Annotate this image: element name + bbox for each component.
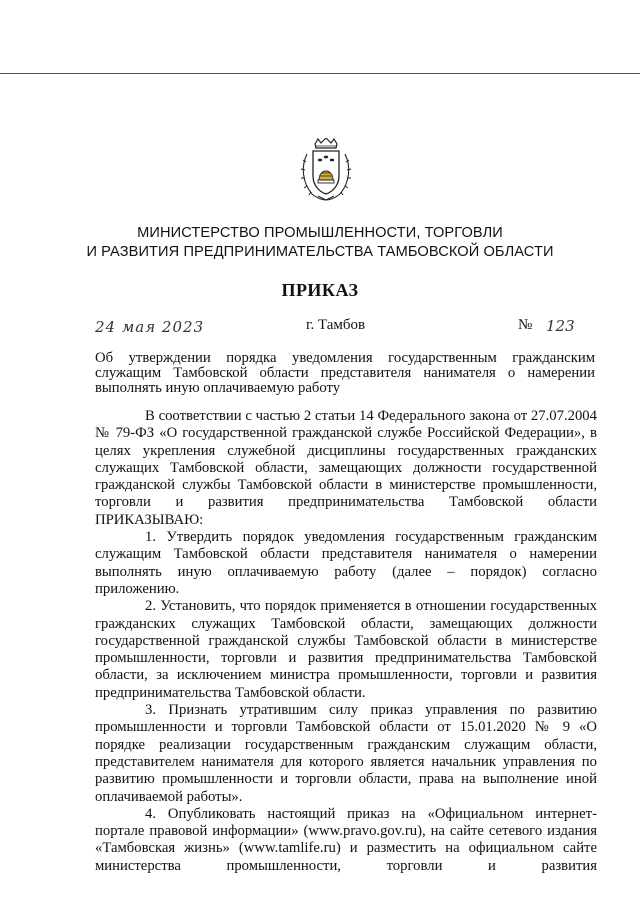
ministry-name-line-1: МИНИСТЕРСТВО ПРОМЫШЛЕННОСТИ, ТОРГОВЛИ <box>137 225 503 241</box>
document-type-title: ПРИКАЗ <box>281 280 359 300</box>
body-paragraph-item-2: 2. Установить, что порядок применяется в отношении государственных гражданских служащих Тамбовской области, замещающих должности государственной гражданской службы Тамбовской области в министерстве промышленности, торговли и развития предпринимательства Тамбовской области, за исключением министра промышленности, торговли и развития предпринимательства Тамбовской области. <box>95 598 597 701</box>
ministry-name <box>0 224 640 262</box>
handwritten-date: 24 мая 2023 <box>95 318 205 336</box>
handwritten-number: 123 <box>546 317 575 335</box>
city-label: г. Тамбов <box>306 317 366 333</box>
document-subject <box>95 351 595 396</box>
body-paragraph-item-3: 3. Признать утратившим силу приказ управления по развитию промышленности и торговли Тамбовской области от 15.01.2020 № 9 «О порядке реализации государственным гражданским служащим области, представителем нанимателя для которого является начальник управления по развитию промышленности и торговли области, права на выполнение иной оплачиваемой работы». <box>95 702 597 805</box>
body-paragraph-item-1: 1. Утвердить порядок уведомления государственным гражданским служащим Тамбовской области представителя нанимателя о намерении выполнять иную оплачиваемую работу (далее – порядок) согласно приложению. <box>95 529 597 597</box>
body-paragraph-preamble: В соответствии с частью 2 статьи 14 Федерального закона от 27.07.2004 № 79-ФЗ «О государственной гражданской службе Российской Федерации», в целях укрепления служебной дисциплины государственных гражданских служащих Тамбовской области, замещающих должности государственной гражданской службы Тамбовской области в министерстве промышленности, торговли и развития предпринимательства Тамбовской области ПРИКАЗЫВАЮ: <box>95 408 597 528</box>
top-divider-line <box>0 73 640 74</box>
document-meta-row <box>95 315 595 339</box>
ministry-name-line-2: И РАЗВИТИЯ ПРЕДПРИНИМАТЕЛЬСТВА ТАМБОВСКОЙ ОБЛАСТИ <box>86 244 554 260</box>
document-body <box>95 408 597 875</box>
coat-of-arms-tambov-region-icon <box>298 138 354 202</box>
number-label: № <box>518 317 533 333</box>
body-paragraph-item-4: 4. Опубликовать настоящий приказ на «Официальном интернет-портале правовой информации» (www.pravo.gov.ru), на сайте сетевого издания «Тамбовская жизнь» (www.tamlife.ru) и разместить на официальном сайте министерства промышленности, торговли и развития <box>95 805 597 874</box>
subject-text: Об утверждении порядка уведомления государственным гражданским служащим Тамбовской области представителя нанимателя о намерении выполнять иную оплачиваемую работу <box>95 350 595 396</box>
